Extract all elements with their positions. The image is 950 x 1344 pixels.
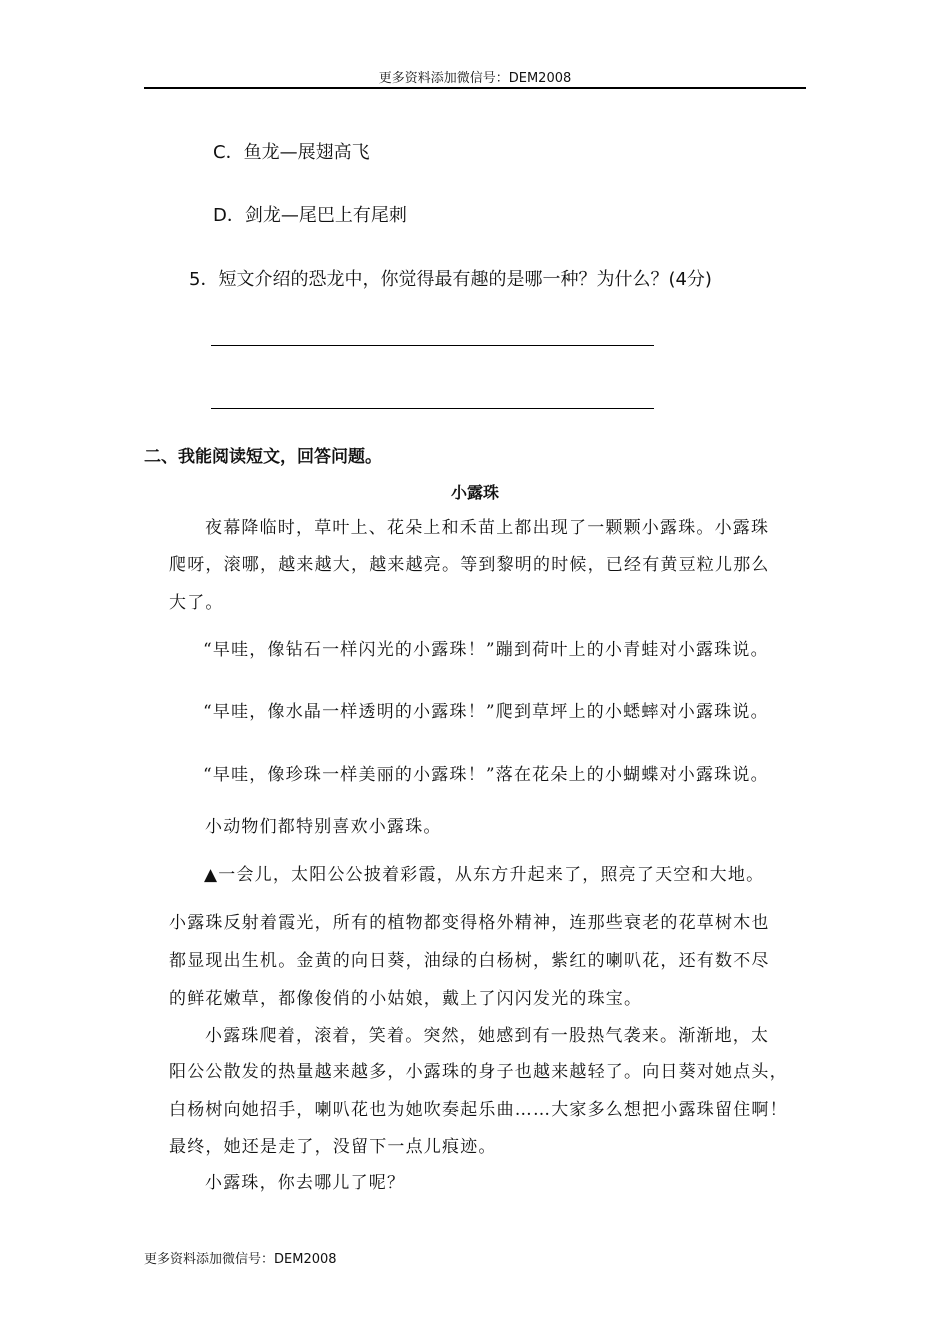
passage-line-text: 一会儿，太阳公公披着彩霞，从东方升起来了，照亮了天空和大地。: [218, 865, 765, 885]
passage-line: 都显现出生机。金黄的向日葵，油绿的白杨树，紫红的喇叭花，还有数不尽: [169, 951, 770, 971]
answer-line-2[interactable]: [211, 408, 654, 409]
option-c: C．鱼龙—展翅高飞: [213, 142, 370, 163]
question-5: 5．短文介绍的恐龙中，你觉得最有趣的是哪一种？为什么？(4分): [189, 269, 712, 290]
passage-line: 最终，她还是走了，没留下一点儿痕迹。: [169, 1137, 497, 1157]
page-footer: 更多资料添加微信号：DEM2008: [144, 1252, 337, 1267]
passage-line: 小露珠爬着，滚着，笑着。突然，她感到有一股热气袭来。渐渐地，太: [205, 1026, 770, 1046]
passage-line: 大了。: [169, 593, 224, 613]
passage-line: “早哇，像钻石一样闪光的小露珠！”蹦到荷叶上的小青蛙对小露珠说。: [203, 640, 769, 660]
passage-title: 小露珠: [450, 483, 499, 502]
passage-line-marked: [204, 860, 764, 885]
passage-line: 夜幕降临时，草叶上、花朵上和禾苗上都出现了一颗颗小露珠。小露珠: [205, 518, 770, 538]
passage-line: 爬呀，滚哪，越来越大，越来越亮。等到黎明的时候，已经有黄豆粒儿那么: [169, 555, 770, 575]
triangle-marker-icon: ▲: [204, 865, 219, 885]
answer-line-1[interactable]: [211, 345, 654, 346]
passage-line: 小露珠反射着霞光，所有的植物都变得格外精神，连那些衰老的花草树木也: [169, 913, 770, 933]
section-title: 二、我能阅读短文，回答问题。: [144, 447, 382, 467]
passage-line: “早哇，像水晶一样透明的小露珠！”爬到草坪上的小蟋蟀对小露珠说。: [203, 702, 769, 722]
passage-line: 阳公公散发的热量越来越多，小露珠的身子也越来越轻了。向日葵对她点头，: [169, 1062, 788, 1082]
header-divider: [144, 87, 806, 89]
passage-line: 小露珠，你去哪儿了呢？: [205, 1173, 406, 1193]
passage-line: 小动物们都特别喜欢小露珠。: [205, 817, 442, 837]
page-header: 更多资料添加微信号：DEM2008: [378, 71, 572, 86]
passage-line: 的鲜花嫩草，都像俊俏的小姑娘，戴上了闪闪发光的珠宝。: [169, 989, 643, 1009]
passage-line: 白杨树向她招手，喇叭花也为她吹奏起乐曲……大家多么想把小露珠留住啊！: [169, 1100, 788, 1120]
option-d: D．剑龙—尾巴上有尾刺: [213, 205, 407, 226]
passage-line: “早哇，像珍珠一样美丽的小露珠！”落在花朵上的小蝴蝶对小露珠说。: [203, 765, 769, 785]
